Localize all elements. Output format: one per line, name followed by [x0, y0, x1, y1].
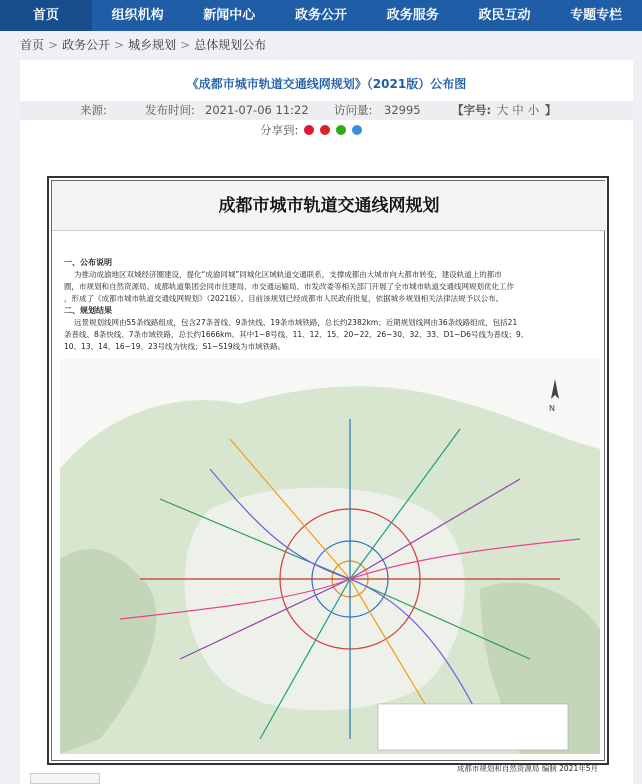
publish-time: 2021-07-06 11:22 — [205, 103, 309, 117]
breadcrumb-urban-planning[interactable]: 城乡规划 — [128, 38, 177, 52]
plan-image — [47, 176, 609, 773]
thumbnail-strip[interactable] — [30, 773, 100, 784]
article-title: 《成都市城市轨道交通线网规划》（2021版）公布图 — [186, 77, 467, 91]
views-count: 32995 — [384, 103, 421, 117]
font-size-mid[interactable]: 中 — [512, 103, 524, 117]
urban-plain — [185, 488, 465, 711]
font-size-control — [452, 101, 556, 120]
nav-gov-services[interactable]: 政务服务 — [386, 8, 439, 23]
views-label: 访问量: — [334, 103, 373, 117]
rail-network-map — [60, 359, 600, 754]
nav-topics[interactable]: 专题专栏 — [570, 8, 623, 23]
breadcrumb — [20, 36, 266, 53]
font-size-label: 【字号: — [452, 103, 492, 117]
section1-line2: 圈，市规划和自然资源局、成都轨道集团会同市住建局、市交通运输局、市发改委等相关部门开展了全市城市轨道交通线网规划优化工作 — [64, 282, 514, 291]
renren-icon[interactable] — [320, 125, 330, 135]
section2-line1: 远景规划线网由55条线路组成，包含27条普线、9条快线、19条市域铁路，总长约2382km；近期规划线网由36条线路组成，包括21 — [74, 318, 518, 327]
section2-heading: 二、规划结果 — [64, 306, 112, 315]
plan-image-frame — [51, 180, 605, 773]
top-nav — [0, 0, 642, 31]
nav-news[interactable]: 新闻中心 — [203, 8, 256, 23]
wechat-icon[interactable] — [336, 125, 346, 135]
section2-line2: 条普线、8条快线、7条市域铁路，总长约1666km。其中1~8号线、11、12、15、20~22、26~30、32、33、D1~D6号线为普线；9、 — [64, 330, 529, 339]
compass-label: N — [549, 404, 555, 413]
nav-organization[interactable]: 组织机构 — [111, 8, 164, 23]
weibo-icon[interactable] — [304, 125, 314, 135]
map-legend — [378, 704, 568, 750]
breadcrumb-separator: > — [180, 38, 191, 52]
breadcrumb-master-plan[interactable]: 总体规划公布 — [194, 38, 267, 52]
nav-gov-affairs[interactable]: 政务公开 — [295, 8, 348, 23]
publish-label: 发布时间: — [145, 103, 195, 117]
share-bar — [260, 122, 362, 138]
nav-interaction[interactable]: 政民互动 — [478, 8, 531, 23]
section1-line3: ，形成了《成都市城市轨道交通线网规划》（2021版）。目前该规划已经成都市人民政府批复，依据城乡规划相关法律法规予以公布。 — [64, 294, 504, 303]
section1-heading: 一、公布说明 — [64, 258, 112, 267]
source-label: 来源: — [80, 103, 107, 117]
breadcrumb-gov-affairs[interactable]: 政务公开 — [62, 38, 111, 52]
font-size-end: 】 — [544, 103, 557, 117]
article-meta — [20, 101, 633, 120]
plan-footer: 成都市规划和自然资源局 编制 2021年5月 — [456, 764, 598, 773]
qzone-icon[interactable] — [352, 125, 362, 135]
font-size-big[interactable]: 大 — [496, 103, 509, 117]
breadcrumb-home[interactable]: 首页 — [20, 38, 45, 52]
plan-title: 成都市城市轨道交通线网规划 — [218, 196, 440, 216]
article-panel — [20, 60, 633, 784]
breadcrumb-separator: > — [48, 38, 59, 52]
font-size-small[interactable]: 小 — [527, 103, 540, 117]
breadcrumb-separator: > — [114, 38, 125, 52]
section1-line1: 为推动成渝地区双城经济圈建设，提化“成渝同城”同城化区域轨道交通联系，支撑成都由大城市向大都市转变，建设轨道上的都市 — [74, 270, 502, 279]
nav-home[interactable]: 首页 — [0, 0, 92, 31]
share-label: 分享到: — [260, 123, 299, 137]
section2-line3: 10、13、14、16~19、23号线为快线；S1~S19线为市域铁路。 — [64, 342, 286, 351]
